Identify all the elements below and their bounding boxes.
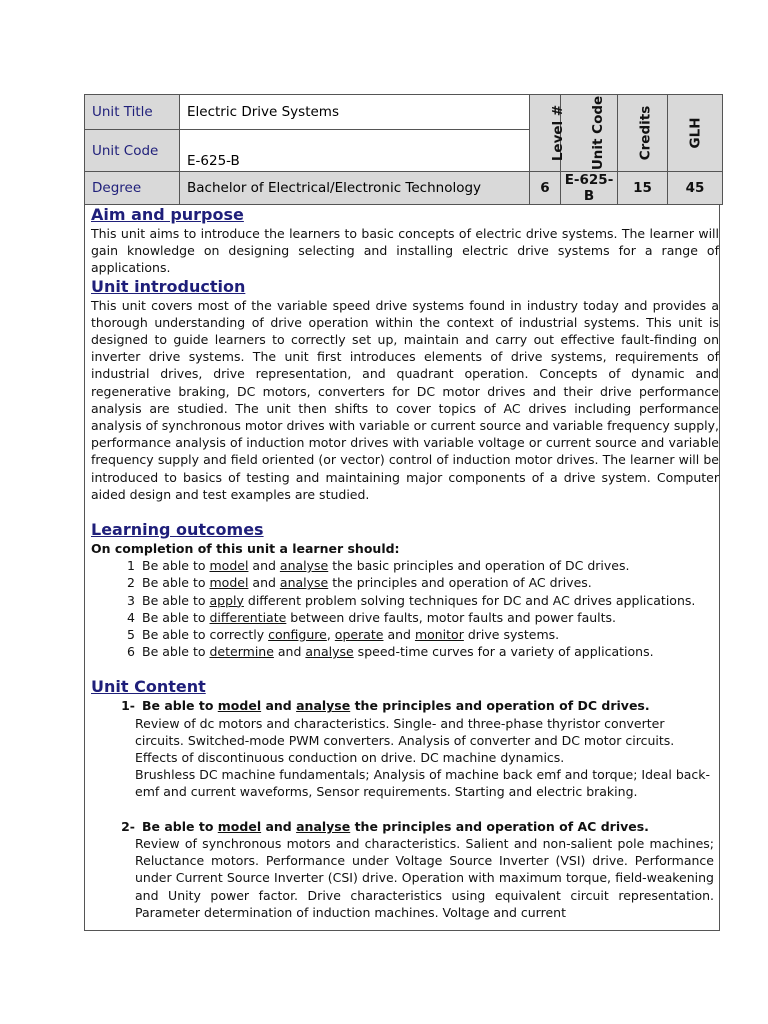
outcomes-subheading: On completion of this unit a learner should: bbox=[91, 541, 400, 557]
unit-code-header: Unit Code bbox=[561, 95, 618, 172]
content-heading: Unit Content bbox=[91, 677, 206, 697]
content-item: 2- Be able to model and analyse the principles and operation of AC drives. Review of synchronous motors and characteristics. Salient and non-salient pole machines; Reluctance motors. Performance under Voltage Source Inverter (VSI) drive. Performance under Current Source Inverter (CSI) drive. Operation with maximum torque, field-weakening and Unity power factor. Drive characteristics using equivalent circuit representation. Parameter determination of induction machines. Voltage and current bbox=[91, 818, 719, 921]
outcomes-list bbox=[91, 557, 719, 660]
unit-title-label: Unit Title bbox=[85, 95, 180, 130]
list-item: 6 Be able to determine and analyse speed-time curves for a variety of applications. bbox=[127, 644, 654, 660]
unit-body bbox=[84, 205, 720, 931]
content-paragraph: Review of synchronous motors and characteristics. Salient and non-salient pole machines; Reluctance motors. Performance under Voltage Source Inverter (VSI) drive. Performance under Current Source Inverter (CSI) drive. Operation with maximum torque, field-weakening and Unity power factor. Drive characteristics using equivalent circuit representation. Parameter determination of induction machines. Voltage and current bbox=[135, 835, 714, 920]
unit-code-label: Unit Code bbox=[85, 130, 180, 172]
list-item: 3 Be able to apply different problem solving techniques for DC and AC drives applications. bbox=[127, 592, 696, 608]
level-value: 6 bbox=[530, 172, 561, 205]
list-item: 4 Be able to differentiate between drive faults, motor faults and power faults. bbox=[127, 609, 617, 625]
credits-header: Credits bbox=[618, 95, 668, 172]
list-item: 1 Be able to model and analyse the basic principles and operation of DC drives. bbox=[127, 558, 630, 574]
credits-value: 15 bbox=[618, 172, 668, 205]
unit-title-value: Electric Drive Systems bbox=[180, 95, 530, 130]
unit-code-value: E-625-B bbox=[180, 130, 530, 172]
content-paragraph: Review of dc motors and characteristics. Single- and three-phase thyristor converter circuits. Switched-mode PWM converters. Analysis of converter and DC motor circuits. Effects of discontinuous conduction on drive. DC machine dynamics. bbox=[135, 715, 675, 766]
glh-header: GLH bbox=[668, 95, 723, 172]
content-paragraph: Brushless DC machine fundamentals; Analysis of machine back emf and torque; Ideal back-emf and current waveforms, Sensor requirements. Starting and electric braking. bbox=[135, 767, 711, 800]
outcomes-heading: Learning outcomes bbox=[91, 520, 264, 540]
aim-heading: Aim and purpose bbox=[91, 205, 244, 224]
code-value: E-625-B bbox=[561, 172, 618, 205]
list-item: 5 Be able to correctly configure, operate and monitor drive systems. bbox=[127, 627, 560, 643]
intro-text: This unit covers most of the variable speed drive systems found in industry today and provides a thorough understanding of drive operation within the context of industrial systems. This unit is designed to guide learners to correctly set up, maintain and carry out effective fault-finding on inverter drive systems. The unit first introduces elements of drive systems, requirements of industrial drives, drive representation, and quadrant operation. Concepts of dynamic and regenerative braking, DC motors, converters for DC motor drives and their drive performance analysis are studied. The unit then shifts to cover topics of AC drives including performance analysis of synchronous motor drives with variable or current source and variable frequency supply, performance analysis of induction motor drives with variable voltage or current source and variable frequency supply and field oriented (or vector) control of induction motor drives. The learner will be introduced to basics of testing and maintaining major components of a drive system. Computer aided design and test examples are studied. bbox=[91, 297, 719, 502]
level-header: Level # bbox=[530, 95, 561, 172]
document-page bbox=[84, 94, 722, 931]
content-item: 1- Be able to model and analyse the principles and operation of DC drives. Review of dc motors and characteristics. Single- and three-phase thyristor converter circuits. Switched-mode PWM converters. Analysis of converter and DC motor circuits. Effects of discontinuous conduction on drive. DC machine dynamics. Brushless DC machine fundamentals; Analysis of machine back emf and torque; Ideal back-emf and current waveforms, Sensor requirements. Starting and electric braking. bbox=[91, 697, 719, 800]
list-item: 2 Be able to model and analyse the principles and operation of AC drives. bbox=[127, 575, 592, 591]
intro-heading: Unit introduction bbox=[91, 276, 246, 296]
degree-value: Bachelor of Electrical/Electronic Technology bbox=[180, 172, 530, 205]
glh-value: 45 bbox=[668, 172, 723, 205]
aim-text: This unit aims to introduce the learners to basic concepts of electric drive systems. The learner will gain knowledge on designing selecting and installing electric drive systems for a range of applications. bbox=[91, 226, 719, 276]
degree-label: Degree bbox=[85, 172, 180, 205]
unit-header-table bbox=[84, 94, 723, 205]
